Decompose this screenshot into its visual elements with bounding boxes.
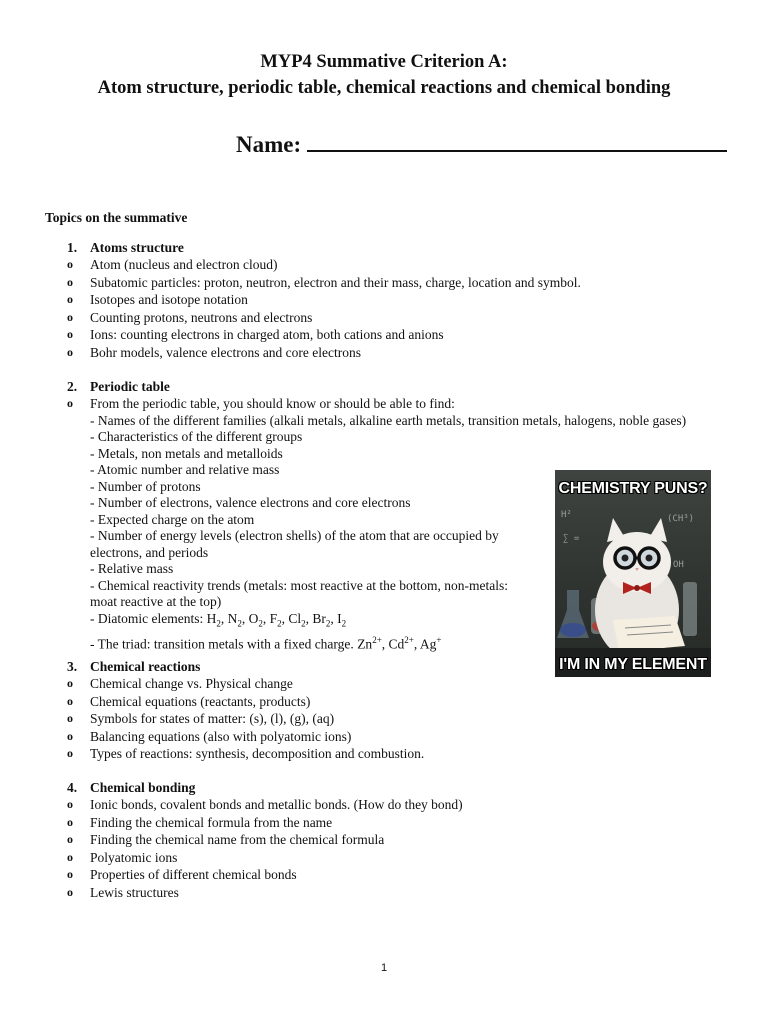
section-heading: 2. Periodic table bbox=[67, 379, 170, 394]
list-item: o Lewis structures bbox=[67, 884, 179, 900]
list-item: o Isotopes and isotope notation bbox=[67, 292, 248, 308]
list-item: o Balancing equations (also with polyatomic ions) bbox=[67, 728, 352, 744]
list-item: o Bohr models, valence electrons and core electrons bbox=[67, 344, 362, 360]
section-heading: 4. Chemical bonding bbox=[67, 780, 196, 795]
sub-item: - Number of energy levels (electron shells) of the atom that are occupied by electrons, and periods bbox=[90, 528, 499, 560]
section-heading: 3. Chemical reactions bbox=[67, 659, 201, 674]
name-blank-line bbox=[307, 130, 727, 152]
chemistry-cat-meme-image: H² (CH³) ∑ = OH CHEMISTRY PUNS? I'M IN MY ELEMENT bbox=[555, 470, 711, 677]
list-item: o Ions: counting electrons in charged atom, both cations and anions bbox=[67, 327, 444, 343]
section-atoms-structure bbox=[67, 240, 581, 362]
sub-item: - Atomic number and relative mass bbox=[90, 462, 280, 478]
sub-item-triad: - The triad: transition metals with a fixed charge. $Zn^{2+}$, $Cd^{2+}$, Ag+ bbox=[90, 634, 442, 652]
sub-item: - Characteristics of the different groups bbox=[90, 429, 303, 445]
meme-bottom-caption: I'M IN MY ELEMENT bbox=[559, 656, 707, 673]
list-item: o Polyatomic ions bbox=[67, 849, 178, 865]
meme-top-caption: CHEMISTRY PUNS? bbox=[558, 480, 708, 497]
list-item: o Types of reactions: synthesis, decomposition and combustion. bbox=[67, 746, 425, 762]
name-field bbox=[236, 130, 727, 160]
list-item: o Atom (nucleus and electron cloud) bbox=[67, 257, 278, 272]
sub-item: - Number of protons bbox=[90, 478, 201, 494]
sub-item: - Expected charge on the atom bbox=[90, 511, 255, 527]
list-item: o Properties of different chemical bonds bbox=[67, 867, 297, 883]
list-item: o Chemical equations (reactants, products) bbox=[67, 693, 311, 709]
list-item: o Subatomic particles: proton, neutron, electron and their mass, charge, location and symbol. bbox=[67, 274, 581, 290]
list-item: o From the periodic table, you should know or should be able to find: bbox=[67, 396, 455, 411]
sub-item: - Chemical reactivity trends (metals: most reactive at the bottom, non-metals: moat reactive at the top) bbox=[90, 577, 508, 610]
list-item: o Counting protons, neutrons and electrons bbox=[67, 309, 313, 325]
section-heading: 1. Atoms structure bbox=[67, 240, 184, 255]
document-title: MYP4 Summative Criterion A: bbox=[260, 52, 508, 72]
sub-item: - Names of the different families (alkali metals, alkaline earth metals, transition metals, halogens, noble gases) bbox=[90, 412, 687, 428]
list-item: o Chemical change vs. Physical change bbox=[67, 676, 293, 691]
sub-item: - Number of electrons, valence electrons and core electrons bbox=[90, 495, 411, 511]
name-label: Name: bbox=[236, 132, 302, 157]
document-subtitle: Atom structure, periodic table, chemical reactions and chemical bonding bbox=[97, 78, 671, 98]
sub-item: - Metals, non metals and metalloids bbox=[90, 445, 283, 461]
sub-item: - Relative mass bbox=[90, 561, 174, 577]
list-item: o Finding the chemical formula from the name bbox=[67, 814, 333, 830]
topics-heading: Topics on the summative bbox=[45, 210, 188, 225]
page-number: 1 bbox=[380, 962, 388, 974]
list-item: o Symbols for states of matter: (s), (l), (g), (aq) bbox=[67, 711, 335, 727]
section-chemical-bonding bbox=[67, 780, 463, 902]
scientist-cat-illustration bbox=[555, 470, 711, 677]
list-item: o Finding the chemical name from the chemical formula bbox=[67, 832, 385, 848]
section-chemical-reactions bbox=[67, 659, 424, 763]
sub-item-diatomic: - Diatomic elements: $H_2$, $N_2$, $O_2$, $F_2$, $Cl_2$, $Br_2$, $I_2$ bbox=[90, 610, 347, 629]
list-item: o Ionic bonds, covalent bonds and metallic bonds. (How do they bond) bbox=[67, 797, 463, 812]
